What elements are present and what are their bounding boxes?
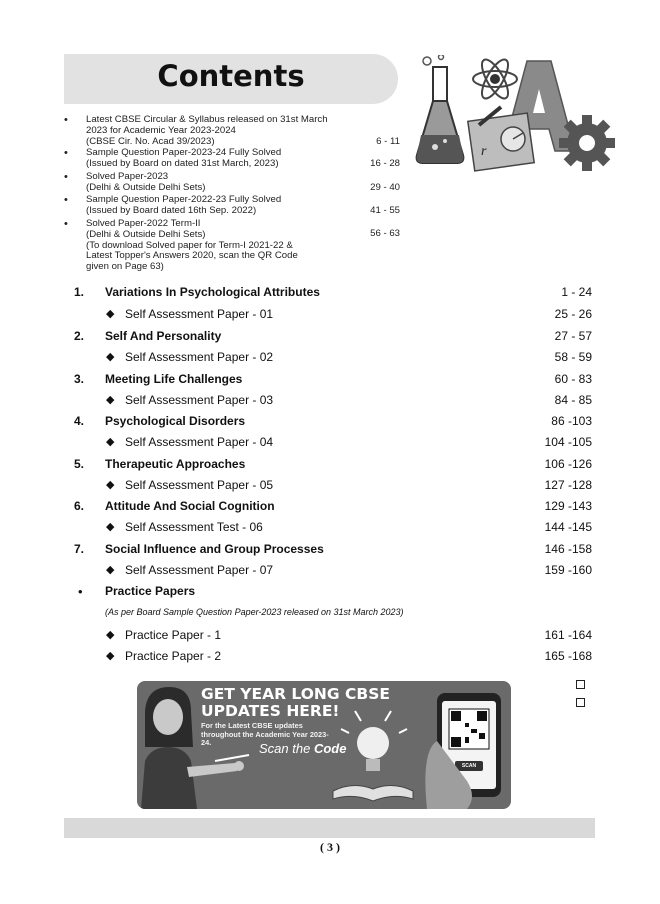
page-title: Contents (157, 59, 305, 93)
top-item-line: Sample Question Paper-2023-24 Fully Solved (86, 147, 282, 158)
self-assessment-row[interactable] (0, 350, 660, 368)
chapter-number: 4. (74, 414, 85, 428)
practice-paper-label: Practice Paper - 2 (125, 649, 222, 663)
practice-paper-label: Practice Paper - 1 (125, 628, 222, 642)
diamond-icon: ◆ (106, 564, 115, 576)
self-assessment-pages: 104 -105 (544, 435, 592, 449)
graph-paper-icon (468, 107, 534, 171)
chapter-number: 3. (74, 372, 85, 386)
chapter-title: Psychological Disorders (105, 414, 246, 428)
flask-icon (417, 55, 464, 163)
phone-scan-button: SCAN (461, 763, 477, 769)
top-item-line: Latest Topper's Answers 2020, scan the QR Code (86, 250, 298, 262)
self-assessment-pages: 25 - 26 (554, 307, 592, 321)
scan-prefix: Scan the (259, 741, 314, 756)
banner-headline: GET YEAR LONG CBSE (201, 685, 390, 703)
top-item-line: Latest CBSE Circular & Syllabus released on 31st March (86, 114, 328, 125)
end-marker-icon (576, 676, 596, 686)
bullet-icon: • (64, 218, 68, 230)
phone-qr-illustration (425, 693, 501, 809)
practice-paper-row[interactable] (0, 628, 660, 646)
top-item-line: (Delhi & Outside Delhi Sets) (86, 228, 206, 240)
chapter-number: 5. (74, 457, 85, 471)
chapter-title: Attitude And Social Cognition (105, 499, 275, 513)
self-assessment-label: Self Assessment Test - 06 (125, 520, 263, 534)
banner-subtext: For the Latest CBSE updates throughout the Academic Year 2023-24. (201, 721, 329, 748)
top-item-pages: 56 - 63 (370, 228, 400, 239)
diamond-icon: ◆ (106, 394, 115, 406)
self-assessment-row[interactable] (0, 393, 660, 411)
chapter-title: Variations In Psychological Attributes (105, 285, 320, 299)
top-item-line: (To download Solved paper for Term-I 2021-22 & (86, 239, 293, 251)
self-assessment-label: Self Assessment Paper - 02 (125, 350, 274, 364)
self-assessment-pages: 84 - 85 (554, 393, 592, 407)
chapter-title: Therapeutic Approaches (105, 457, 246, 471)
top-item-line: (Delhi & Outside Delhi Sets) (86, 181, 206, 193)
chapter-title: Meeting Life Challenges (105, 372, 243, 386)
top-item-pages: 6 - 11 (376, 136, 400, 147)
self-assessment-pages: 144 -145 (544, 520, 592, 534)
top-item-pages: 29 - 40 (370, 182, 400, 193)
diamond-icon: ◆ (106, 436, 115, 448)
diamond-icon: ◆ (106, 629, 115, 641)
cbse-updates-banner[interactable] (137, 681, 511, 809)
scan-code-text (259, 741, 346, 756)
bullet-icon: • (64, 147, 68, 159)
top-item-line: (CBSE Cir. No. Acad 39/2023) (86, 135, 215, 147)
top-item-line: given on Page 63) (86, 261, 164, 273)
self-assessment-label: Self Assessment Paper - 03 (125, 393, 274, 407)
chapter-row[interactable] (0, 372, 660, 390)
self-assessment-label: Self Assessment Paper - 04 (125, 435, 274, 449)
chapter-pages: 27 - 57 (554, 329, 592, 343)
self-assessment-pages: 58 - 59 (554, 350, 592, 364)
practice-paper-pages: 165 -168 (544, 649, 592, 663)
self-assessment-row[interactable] (0, 307, 660, 325)
top-item-line: (Issued by Board on dated 31st March, 2023) (86, 157, 279, 169)
self-assessment-row[interactable] (0, 478, 660, 496)
chapter-pages: 146 -158 (544, 542, 592, 556)
self-assessment-pages: 159 -160 (544, 563, 592, 577)
practice-paper-pages: 161 -164 (544, 628, 592, 642)
bullet-icon: • (64, 114, 68, 126)
diamond-icon: ◆ (106, 479, 115, 491)
diamond-icon: ◆ (106, 650, 115, 662)
science-illustration (415, 55, 615, 175)
lightbulb-icon (341, 711, 407, 771)
practice-paper-row[interactable] (0, 649, 660, 667)
footer-bar (64, 818, 595, 838)
chapter-number: 7. (74, 542, 85, 556)
atom-icon (473, 56, 517, 102)
chapter-row[interactable] (0, 414, 660, 432)
diamond-icon: ◆ (106, 308, 115, 320)
chapter-pages: 129 -143 (544, 499, 592, 513)
scan-bold: Code (313, 741, 347, 756)
chapter-title: Social Influence and Group Processes (105, 542, 324, 556)
top-item-line: Sample Question Paper-2022-23 Fully Solved (86, 194, 282, 205)
chapter-title: Self And Personality (105, 329, 222, 343)
chapter-pages: 106 -126 (544, 457, 592, 471)
chapter-number: 2. (74, 329, 85, 343)
self-assessment-label: Self Assessment Paper - 07 (125, 563, 274, 577)
self-assessment-row[interactable] (0, 520, 660, 538)
svg-text:r: r (481, 144, 487, 159)
bullet-icon: • (64, 194, 68, 206)
practice-papers-row[interactable] (0, 584, 660, 602)
self-assessment-label: Self Assessment Paper - 01 (125, 307, 274, 321)
open-book-icon (333, 785, 413, 801)
diamond-icon: ◆ (106, 521, 115, 533)
top-item-line: 2023 for Academic Year 2023-2024 (86, 124, 236, 136)
top-item-line: Solved Paper-2023 (86, 171, 169, 182)
chapter-pages: 86 -103 (551, 414, 592, 428)
top-item-line: Solved Paper-2022 Term-II (86, 218, 201, 229)
diamond-icon: ◆ (106, 351, 115, 363)
chapter-pages: 60 - 83 (554, 372, 592, 386)
chapter-row[interactable] (0, 329, 660, 347)
chapter-row[interactable] (0, 285, 660, 303)
top-item-pages: 16 - 28 (370, 158, 400, 169)
top-item-line: (Issued by Board dated 16th Sep. 2022) (86, 204, 257, 216)
bullet-icon: • (64, 171, 68, 183)
page-number: ( 3 ) (320, 840, 340, 854)
chapter-number: 1. (74, 285, 85, 299)
self-assessment-pages: 127 -128 (544, 478, 592, 492)
practice-papers-title: Practice Papers (105, 584, 196, 598)
self-assessment-label: Self Assessment Paper - 05 (125, 478, 274, 492)
self-assessment-row[interactable] (0, 563, 660, 581)
gear-icon (559, 115, 615, 171)
chapter-row[interactable] (0, 499, 660, 517)
banner-headline: UPDATES HERE! (201, 702, 340, 720)
chapter-number: 6. (74, 499, 85, 513)
self-assessment-row[interactable] (0, 435, 660, 453)
chapter-pages: 1 - 24 (561, 285, 592, 299)
bullet-icon: • (78, 584, 83, 599)
chapter-row[interactable] (0, 542, 660, 560)
top-item-pages: 41 - 55 (370, 205, 400, 216)
chapter-row[interactable] (0, 457, 660, 475)
contents-title-bar (64, 54, 398, 104)
practice-note: (As per Board Sample Question Paper-2023 released on 31st March 2023) (105, 607, 404, 617)
